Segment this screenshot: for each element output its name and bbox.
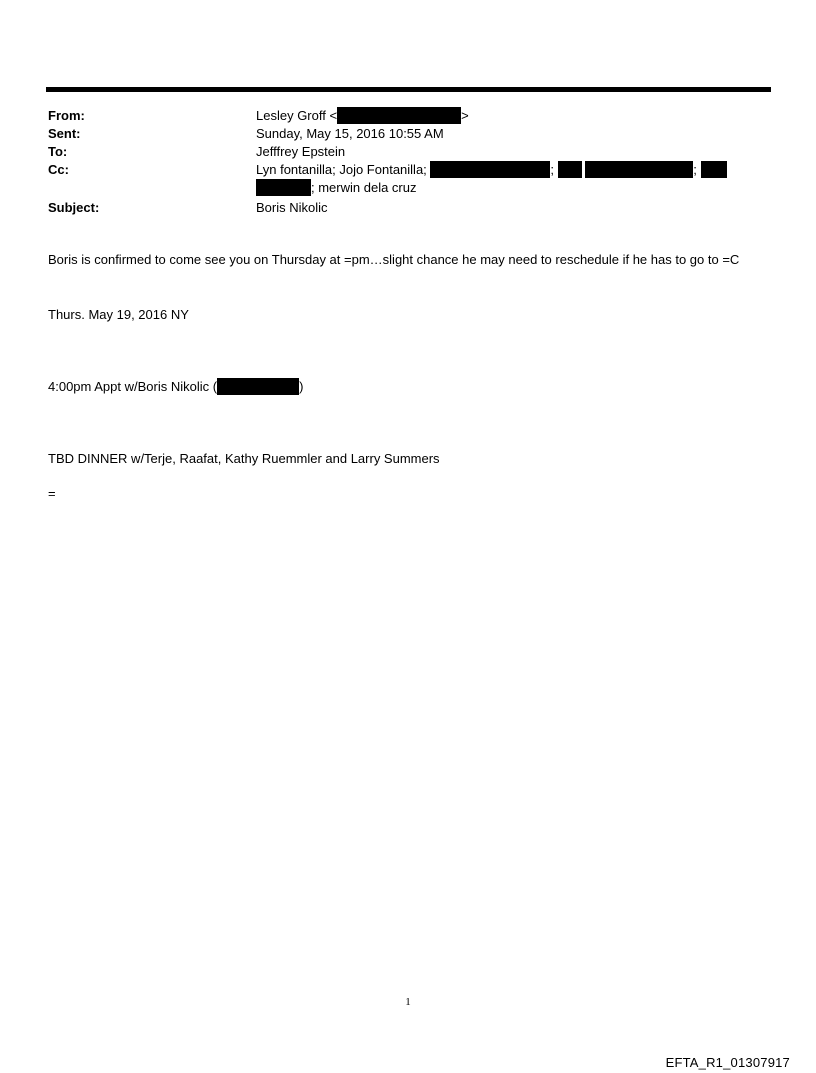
body-paragraph-2: Thurs. May 19, 2016 NY — [48, 307, 189, 322]
cc-names-cont: ; merwin dela cruz — [311, 180, 417, 195]
from-label: From: — [48, 108, 85, 123]
cc-label: Cc: — [48, 162, 69, 177]
body-paragraph-4: TBD DINNER w/Terje, Raafat, Kathy Ruemmler and Larry Summers — [48, 451, 440, 466]
to-label: To: — [48, 144, 68, 159]
body-paragraph-5: = — [48, 486, 56, 501]
page-number: 1 — [405, 996, 411, 1008]
cc-separator: ; — [550, 162, 555, 177]
subject-row — [48, 199, 768, 217]
email-header — [48, 107, 768, 217]
from-value — [256, 107, 768, 125]
subject-value: Boris Nikolic — [256, 200, 328, 215]
sent-label: Sent: — [48, 126, 81, 141]
to-value: Jefffrey Epstein — [256, 144, 346, 159]
cc-separator: ; — [693, 162, 697, 177]
redaction-box — [558, 161, 582, 178]
appt-close: ) — [299, 379, 304, 394]
redaction-box — [430, 161, 550, 178]
from-row — [48, 107, 768, 125]
cc-names: Lyn fontanilla; Jojo Fontanilla; — [256, 162, 431, 177]
cc-row — [48, 161, 768, 197]
subject-label: Subject: — [48, 200, 100, 215]
sent-row — [48, 125, 768, 143]
body-paragraph-1: Boris is confirmed to come see you on Thursday at =pm…slight chance he may need to reschedule if he has to go to =C — [48, 252, 740, 267]
redaction-box — [585, 161, 693, 178]
sent-value: Sunday, May 15, 2016 10:55 AM — [256, 126, 444, 141]
header-rule — [46, 87, 771, 92]
redaction-box — [701, 161, 727, 178]
cc-value — [256, 161, 768, 197]
redaction-box — [256, 179, 311, 196]
body-paragraph-3 — [48, 378, 303, 396]
redaction-box — [217, 378, 299, 395]
redaction-box — [337, 107, 461, 124]
from-name: Lesley Groff < — [256, 108, 338, 123]
appt-text: 4:00pm Appt w/Boris Nikolic ( — [48, 379, 218, 394]
from-bracket: > — [461, 108, 469, 123]
document-id: EFTA_R1_01307917 — [665, 1055, 790, 1070]
to-row — [48, 143, 768, 161]
